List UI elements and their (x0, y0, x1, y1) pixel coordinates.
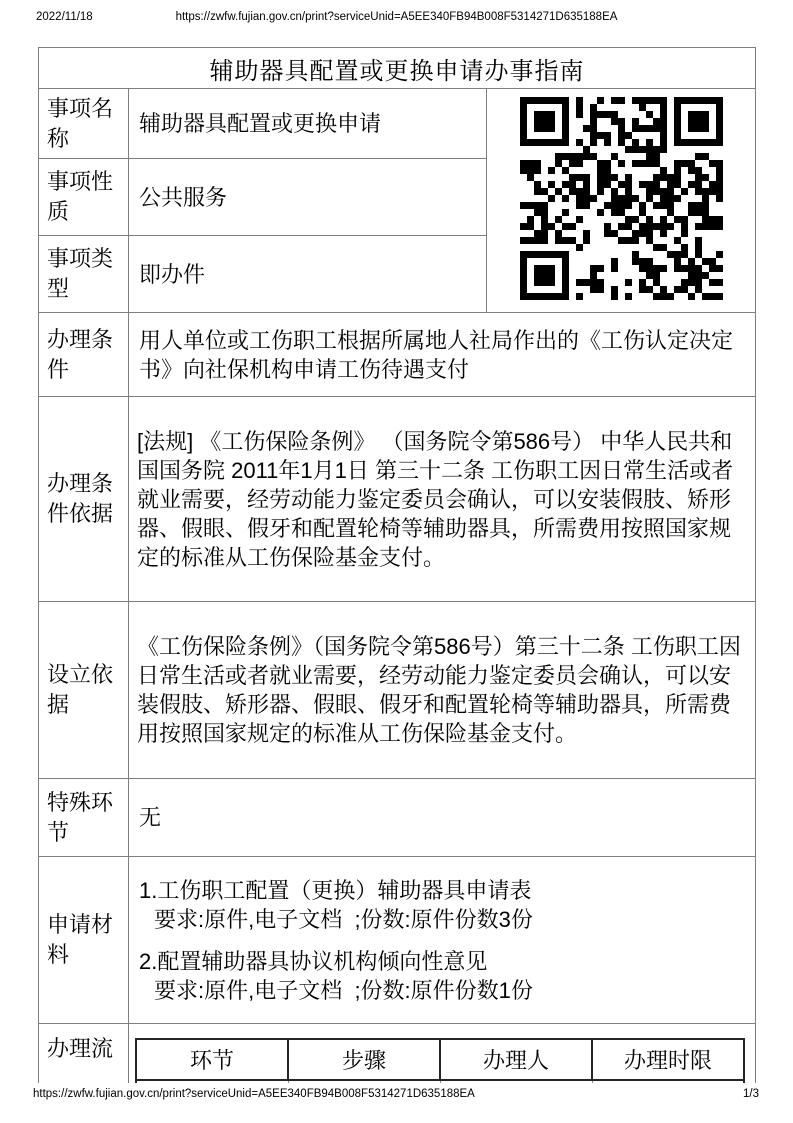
value-item-nature: 公共服务 (129, 159, 487, 236)
value-item-type: 即办件 (129, 236, 487, 313)
process-header-timelimit: 办理时限 (592, 1039, 744, 1080)
header-url: https://zwfw.fujian.gov.cn/print?serviceUnid=A5EE340FB94B008F5314271D635188EA (175, 11, 618, 23)
material-item-1 (139, 876, 745, 934)
value-item-name: 辅助器具配置或更换申请 (129, 89, 487, 159)
value-materials (129, 857, 756, 1024)
header-date: 2022/11/18 (36, 11, 93, 23)
process-cell (129, 1024, 756, 1084)
label-condition: 办理条件 (39, 313, 129, 397)
material-detail: 要求:原件,电子文档 ;份数:原件份数1份 (154, 977, 533, 1003)
label-item-nature: 事项性质 (39, 159, 129, 236)
process-header-procedure: 步骤 (288, 1039, 440, 1080)
guide-table (38, 47, 756, 1083)
footer-page-indicator: 1/3 (743, 1088, 759, 1100)
label-materials: 申请材料 (39, 857, 129, 1024)
process-row-cutoff (136, 1080, 744, 1083)
qr-cell (487, 89, 756, 313)
process-header-handler: 办理人 (440, 1039, 592, 1080)
material-title: 1.工伤职工配置（更换）辅助器具申请表 (139, 877, 532, 903)
label-process: 办理流 (39, 1024, 129, 1084)
label-item-name: 事项名称 (39, 89, 129, 159)
value-condition-basis: [法规] 《工伤保险条例》 （国务院令第586号） 中华人民共和国国务院 2011年1月1日 第三十二条 工伤职工因日常生活或者就业需要，经劳动能力鉴定委员会确认，可以安装假肢、矫形器、假眼、假牙和配置轮椅等辅助器具，所需费用按照国家规定的标准从工伤保险基金支付。 (129, 397, 756, 602)
value-establish-basis: 《工伤保险条例》（国务院令第586号）第三十二条 工伤职工因日常生活或者就业需要，经劳动能力鉴定委员会确认，可以安装假肢、矫形器、假眼、假牙和配置轮椅等辅助器具，所需费用按照国家规定的标准从工伤保险基金支付。 (129, 602, 756, 779)
material-title: 2.配置辅助器具协议机构倾向性意见 (139, 948, 488, 974)
page-title: 辅助器具配置或更换申请办事指南 (39, 48, 756, 89)
material-detail: 要求:原件,电子文档 ;份数:原件份数3份 (154, 906, 533, 932)
label-establish-basis: 设立依据 (39, 602, 129, 779)
guide-table-region (38, 47, 759, 1083)
process-header-row (136, 1039, 744, 1080)
value-condition: 用人单位或工伤职工根据所属地人社局作出的《工伤认定决定书》向社保机构申请工伤待遇支付 (129, 313, 756, 397)
qr-code (520, 97, 723, 300)
value-special-step: 无 (129, 779, 756, 857)
process-table (135, 1038, 745, 1083)
label-item-type: 事项类型 (39, 236, 129, 313)
label-special-step: 特殊环节 (39, 779, 129, 857)
label-condition-basis: 办理条件依据 (39, 397, 129, 602)
footer-url: https://zwfw.fujian.gov.cn/print?serviceUnid=A5EE340FB94B008F5314271D635188EA (33, 1088, 475, 1100)
process-header-step: 环节 (136, 1039, 288, 1080)
material-item-2 (139, 947, 745, 1005)
